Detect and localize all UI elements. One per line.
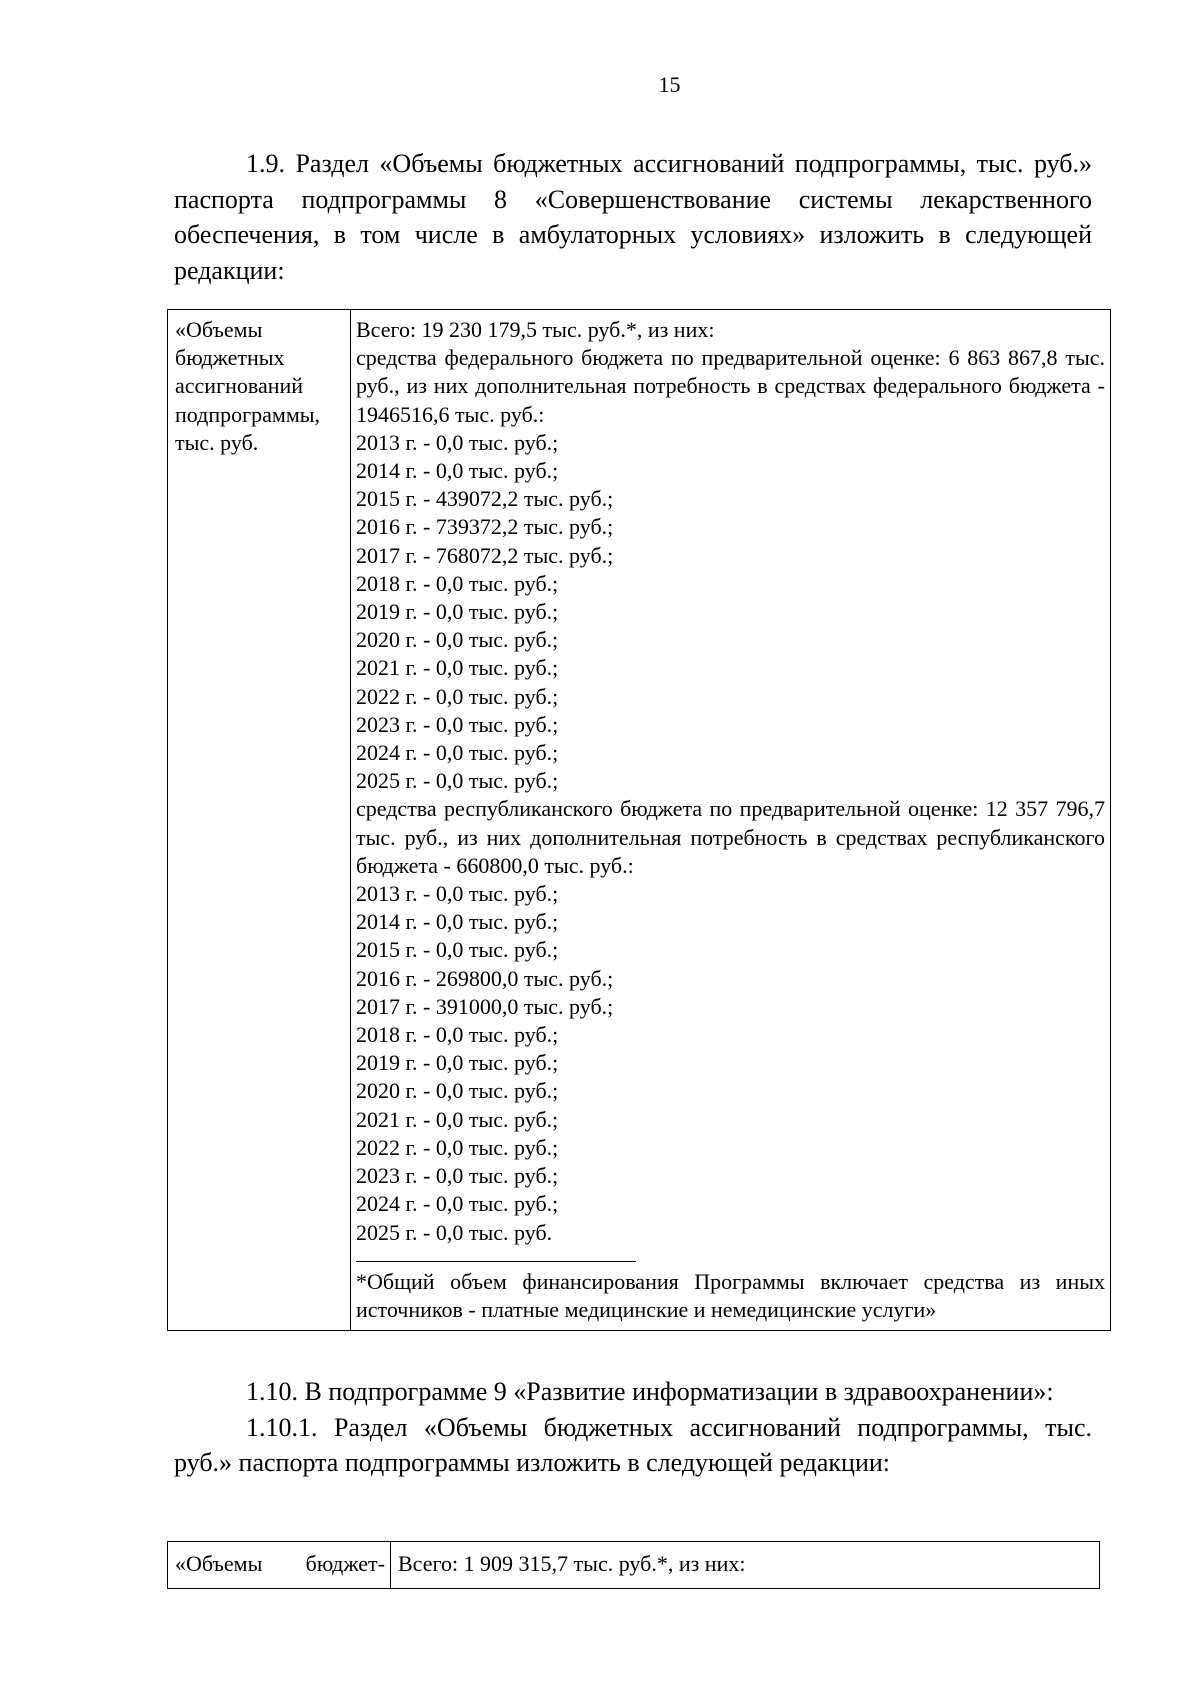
year-amount-line: 2023 г. - 0,0 тыс. руб.; <box>356 711 559 737</box>
budget-content-cell <box>351 310 1111 1331</box>
year-amount-line: 2019 г. - 0,0 тыс. руб.; <box>356 599 559 625</box>
year-amount-line: 2021 г. - 0,0 тыс. руб.; <box>356 655 559 681</box>
year-amount-line: 2022 г. - 0,0 тыс. руб.; <box>356 1134 559 1160</box>
year-amount-line: 2014 г. - 0,0 тыс. руб.; <box>356 458 559 484</box>
table-row <box>168 310 1111 1331</box>
year-amount-line: 2021 г. - 0,0 тыс. руб.; <box>356 1106 559 1132</box>
year-amount-line: 2014 г. - 0,0 тыс. руб.; <box>356 909 559 935</box>
year-amount-line: 2024 г. - 0,0 тыс. руб.; <box>356 740 559 766</box>
year-amount-line: 2018 г. - 0,0 тыс. руб.; <box>356 570 559 596</box>
year-amount-line: 2020 г. - 0,0 тыс. руб.; <box>356 1078 559 1104</box>
budget-label-cell: «Объемы бюджетных ассигнований подпрограммы, тыс. руб. <box>168 310 351 1331</box>
section-1-9-paragraph <box>174 146 1092 288</box>
budget-total: Всего: 19 230 179,5 тыс. руб.*, из них: <box>356 317 715 342</box>
year-amount-line: 2015 г. - 0,0 тыс. руб.; <box>356 937 559 963</box>
year-amount-line: 2013 г. - 0,0 тыс. руб.; <box>356 881 559 907</box>
footnote: *Общий объем финансирования Программы включает средства из иных источников - платные медицинские и немедицинские услуги» <box>356 1268 1105 1322</box>
subprogram-9-budget-table <box>167 1541 1100 1589</box>
section-1-10-1-text: 1.10.1. Раздел «Объемы бюджетных ассигнований подпрограммы, тыс. руб.» паспорта подпрограммы изложить в следующей редакции: <box>174 1412 1092 1477</box>
year-amount-line: 2017 г. - 768072,2 тыс. руб.; <box>356 542 614 568</box>
federal-budget-intro: средства федерального бюджета по предварительной оценке: 6 863 867,8 тыс. руб., из них дополнительная потребность в средствах федерального бюджета - 1946516,6 тыс. руб.: <box>356 345 1105 427</box>
year-amount-line: 2015 г. - 439072,2 тыс. руб.; <box>356 486 614 512</box>
table-row <box>168 1542 1100 1589</box>
page-number: 15 <box>658 72 681 97</box>
year-amount-line: 2016 г. - 269800,0 тыс. руб.; <box>356 965 614 991</box>
year-amount-line: 2016 г. - 739372,2 тыс. руб.; <box>356 514 614 540</box>
section-1-9-text: 1.9. Раздел «Объемы бюджетных ассигнований подпрограммы, тыс. руб.» паспорта подпрограммы 8 «Совершенствование системы лекарственного обеспечения, в том числе в амбулаторных условиях» изложить в следующей редакции: <box>174 149 1092 285</box>
year-amount-line: 2023 г. - 0,0 тыс. руб.; <box>356 1163 559 1189</box>
year-amount-line: 2020 г. - 0,0 тыс. руб.; <box>356 627 559 653</box>
year-amount-line: 2018 г. - 0,0 тыс. руб.; <box>356 1022 559 1048</box>
year-amount-line: 2025 г. - 0,0 тыс. руб.; <box>356 768 559 794</box>
year-amount-line: 2013 г. - 0,0 тыс. руб.; <box>356 429 559 455</box>
republic-years-list <box>356 880 1105 1247</box>
budget-label-cell: «Объемы бюджет- <box>168 1542 391 1589</box>
section-1-10-paragraph <box>174 1374 1092 1481</box>
footnote-separator <box>356 1261 636 1262</box>
year-amount-line: 2025 г. - 0,0 тыс. руб. <box>356 1219 553 1245</box>
year-amount-line: 2024 г. - 0,0 тыс. руб.; <box>356 1191 559 1217</box>
year-amount-line: 2017 г. - 391000,0 тыс. руб.; <box>356 993 614 1019</box>
subprogram-8-budget-table <box>167 309 1111 1331</box>
republic-budget-intro: средства республиканского бюджета по предварительной оценке: 12 357 796,7 тыс. руб., из них дополнительная потребность в средствах республиканского бюджета - 660800,0 тыс. руб.: <box>356 796 1105 878</box>
budget-total-cell: Всего: 1 909 315,7 тыс. руб.*, из них: <box>391 1542 1100 1589</box>
section-1-10-text: 1.10. В подпрограмме 9 «Развитие информатизации в здравоохранении»: <box>246 1377 1054 1406</box>
year-amount-line: 2022 г. - 0,0 тыс. руб.; <box>356 683 559 709</box>
federal-years-list <box>356 429 1105 796</box>
year-amount-line: 2019 г. - 0,0 тыс. руб.; <box>356 1050 559 1076</box>
